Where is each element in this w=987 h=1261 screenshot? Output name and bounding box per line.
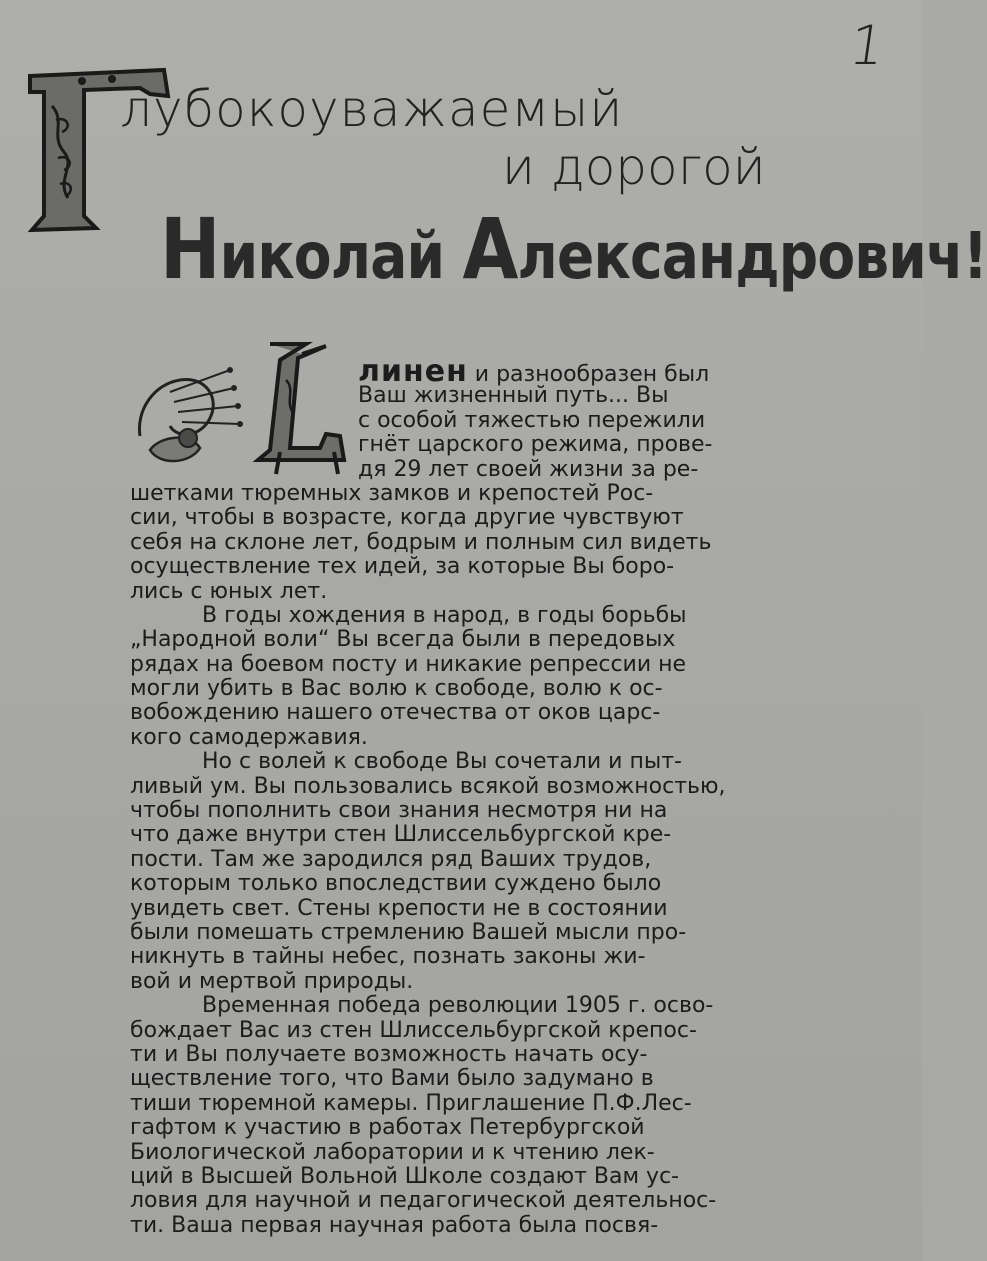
body-line: никнуть в тайны небес, познать законы жи-: [130, 944, 646, 970]
body-line: что даже внутри стен Шлиссельбургской кре-: [130, 822, 672, 848]
body-line: с особой тяжестью пережили: [358, 407, 706, 433]
exclamation-mark: !: [962, 220, 987, 294]
body-line: ливый ум. Вы пользовались всякой возможностью,: [130, 773, 726, 799]
letter-body: [130, 354, 790, 1238]
page-number: 1: [845, 14, 889, 77]
name-initial-n: Н: [160, 200, 220, 298]
name-initial-a: А: [462, 200, 518, 298]
body-line: были помешать стремлению Вашей мысли про-: [130, 919, 687, 945]
body-line: Временная победа революции 1905 г. осво-: [202, 993, 714, 1019]
body-line: которым только впоследствии суждено было: [130, 871, 662, 897]
body-line: кого самодержавия.: [130, 724, 368, 750]
first-name-rest: иколай: [219, 220, 445, 294]
body-line: вой и мертвой природы.: [130, 968, 414, 994]
body-line: осуществление тех идей, за которые Вы боро-: [130, 554, 675, 580]
opening-word: линен: [358, 354, 468, 389]
body-line: ловия для научной и педагогической деятельнос-: [130, 1188, 717, 1214]
greeting-line-2: и дорогой: [502, 138, 766, 196]
body-line: линен и разнообразен был: [358, 354, 710, 389]
body-line: Ваш жизненный путь... Вы: [358, 383, 669, 409]
body-line: чтобы пополнить свои знания несмотря ни на: [130, 798, 668, 824]
body-line: ти и Вы получаете возможность начать осу-: [130, 1041, 648, 1067]
body-line: гафтом к участию в работах Петербургской: [130, 1115, 645, 1141]
body-line: ций в Высшей Вольной Школе создают Вам ус-: [130, 1163, 680, 1189]
body-line: сии, чтобы в возрасте, когда другие чувствуют: [130, 505, 684, 531]
body-line: В годы хождения в народ, в годы борьбы: [202, 602, 687, 628]
body-line: тиши тюремной камеры. Приглашение П.Ф.Лес-: [130, 1090, 692, 1116]
body-line: увидеть свет. Стены крепости не в состоянии: [130, 895, 668, 921]
body-line: Биологической лаборатории и к чтению лек-: [130, 1139, 655, 1165]
body-line: могли убить в Вас волю к свободе, волю к ос-: [130, 676, 663, 702]
body-line: гнёт царского режима, прове-: [358, 432, 713, 458]
body-line: бождает Вас из стен Шлиссельбургской крепос-: [130, 1017, 697, 1043]
body-line: лись с юных лет.: [130, 578, 328, 604]
body-line: Но с волей к свободе Вы сочетали и пыт-: [202, 749, 682, 775]
addressee-name: [160, 200, 987, 298]
body-line: рядах на боевом посту и никакие репрессии не: [130, 651, 687, 677]
body-line: себя на склоне лет, бодрым и полным сил видеть: [130, 529, 712, 555]
body-line: ти. Ваша первая научная работа была посвя-: [130, 1212, 659, 1238]
body-line: шетками тюремных замков и крепостей Рос-: [130, 480, 654, 506]
body-line: дя 29 лет своей жизни за ре-: [358, 456, 699, 482]
body-line: вобождению нашего отечества от оков царс-: [130, 700, 661, 726]
patronymic-rest: лександрович: [517, 220, 963, 294]
body-line: пости. Там же зародился ряд Ваших трудов,: [130, 846, 652, 872]
body-line: ществление того, что Вами было задумано в: [130, 1066, 654, 1092]
greeting-line-1: лубокоуважаемый: [120, 80, 624, 138]
body-line: „Народной воли“ Вы всегда были в передовых: [130, 627, 676, 653]
